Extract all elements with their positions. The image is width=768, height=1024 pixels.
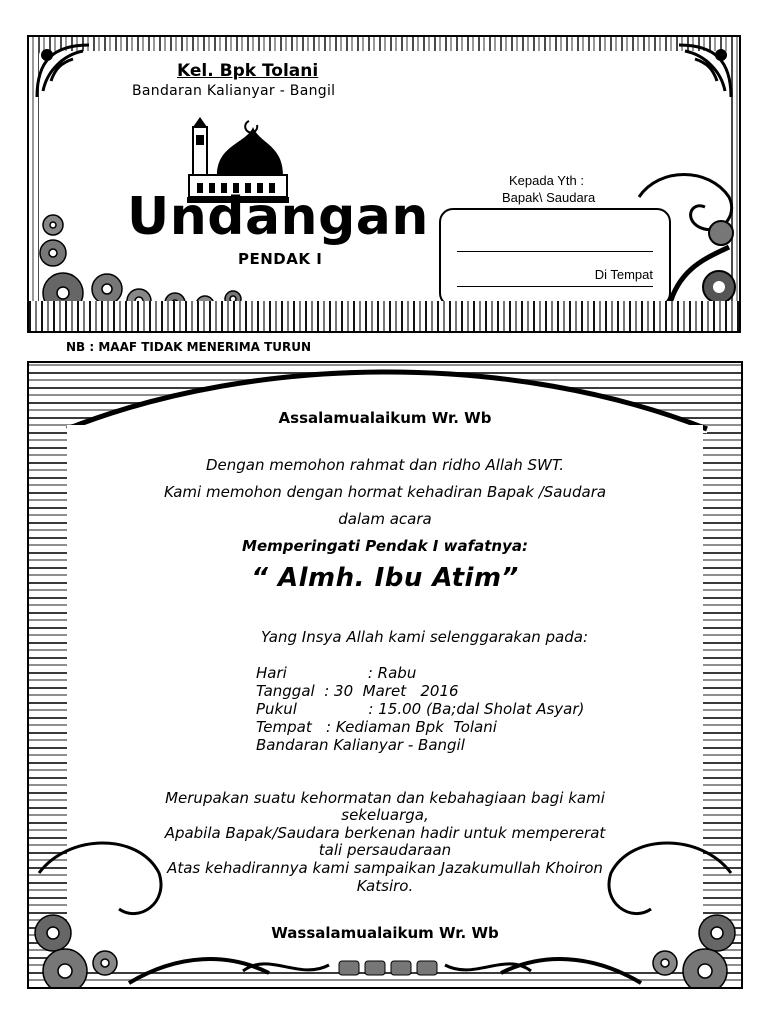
opening-line-2: Kami memohon dengan hormat kehadiran Bapak /Saudara	[163, 483, 607, 501]
closing-line-4: tali persaudaraan	[318, 841, 452, 859]
closing-line-6: Katsiro.	[356, 877, 414, 895]
opening-line-3: dalam acara	[338, 510, 432, 528]
deceased-name: “ Almh. Ibu Atim”	[251, 563, 519, 593]
address-box	[439, 208, 671, 307]
invitation-cover	[27, 35, 741, 333]
closing-line-2: sekeluarga,	[341, 806, 429, 824]
cover-subtitle: PENDAK I	[238, 250, 323, 268]
farewell: Wassalamualaikum Wr. Wb	[271, 924, 499, 942]
place-label: Di Tempat	[594, 267, 653, 282]
closing-line-5: Atas kehadirannya kami sampaikan Jazakumullah Khoiron	[167, 859, 603, 877]
closing-line-1: Merupakan suatu kehormatan dan kebahagiaan bagi kami	[165, 789, 605, 807]
detail-place: Tempat : Kediaman Bpk Tolani	[256, 718, 497, 736]
detail-day: Hari : Rabu	[256, 664, 417, 682]
flower-ornament-icon	[35, 213, 255, 313]
greeting: Assalamualaikum Wr. Wb	[278, 409, 492, 427]
detail-place-address: Bandaran Kalianyar - Bangil	[256, 736, 465, 754]
address-line-2	[457, 286, 653, 287]
address-line-1	[457, 251, 653, 252]
schedule-intro: Yang Insya Allah kami selenggarakan pada:	[261, 628, 589, 646]
closing-line-3: Apabila Bapak/Saudara berkenan hadir untuk mempererat	[164, 824, 606, 842]
detail-date: Tanggal : 30 Maret 2016	[256, 682, 459, 700]
family-name: Kel. Bpk Tolani	[177, 61, 319, 81]
recipient-label: Kepada Yth :	[509, 173, 584, 188]
opening-line-1: Dengan memohon rahmat dan ridho Allah SWT.	[205, 456, 565, 474]
bottom-swirl-icon	[239, 951, 535, 985]
cover-title: Undangan	[127, 187, 429, 247]
recipient-name: Bapak\ Saudara	[502, 190, 596, 205]
corner-ornament-top-right-icon	[675, 41, 735, 101]
corner-ornament-top-left-icon	[33, 41, 93, 101]
note-text: NB : MAAF TIDAK MENERIMA TURUN	[66, 340, 312, 354]
detail-time: Pukul : 15.00 (Ba;dal Sholat Asyar)	[256, 700, 585, 718]
bottom-ornament-band	[29, 301, 739, 331]
event-title: Memperingati Pendak I wafatnya:	[242, 537, 528, 555]
invitation-body	[27, 361, 743, 989]
family-address: Bandaran Kalianyar - Bangil	[132, 83, 336, 99]
